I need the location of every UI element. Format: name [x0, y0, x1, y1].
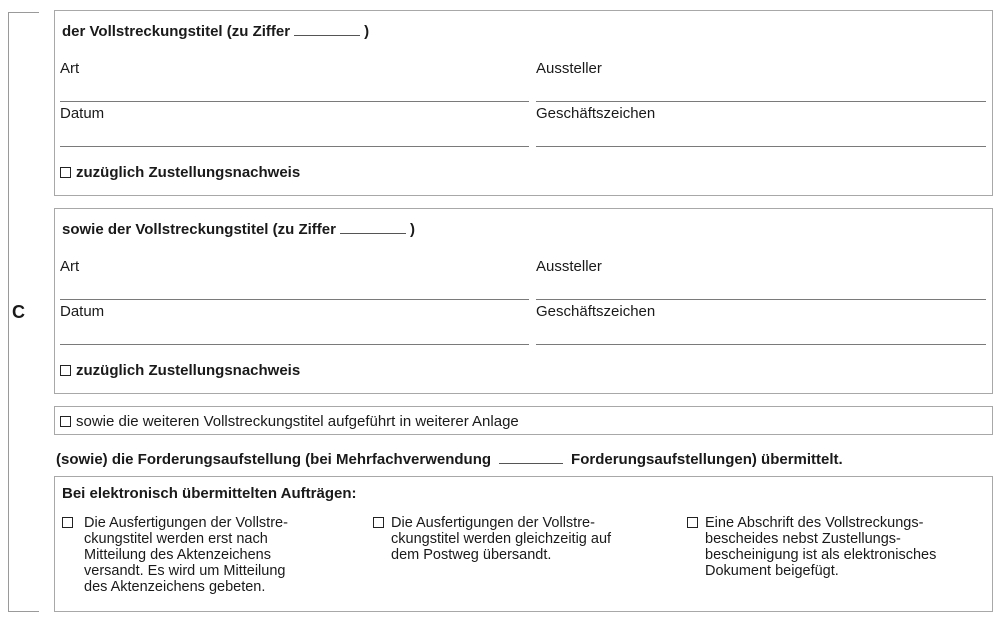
title-2-heading-suffix: ) — [409, 221, 415, 238]
art-field-2[interactable] — [60, 299, 529, 300]
zustellung-option-2[interactable] — [60, 362, 300, 379]
electronic-option-2-line-3: dem Postweg übersandt. — [391, 547, 552, 563]
zustellung-label-1: zuzüglich Zustellungsnachweis — [76, 164, 301, 181]
electronic-option-3-line-4: Dokument beigefügt. — [705, 563, 839, 579]
electronic-option-2[interactable] — [373, 515, 673, 563]
further-titles-checkbox[interactable] — [60, 416, 71, 427]
geschaeftszeichen-field-2[interactable] — [536, 344, 986, 345]
electronic-option-3-line-3: bescheinigung ist als elektronisches — [705, 547, 937, 563]
geschaeftszeichen-field-1[interactable] — [536, 146, 986, 147]
electronic-option-3[interactable] — [687, 515, 987, 579]
electronic-option-1-line-4: versandt. Es wird um Mitteilung — [84, 563, 286, 579]
datum-label-2: Datum — [60, 303, 105, 320]
aussteller-field-1[interactable] — [536, 101, 986, 102]
zustellung-option-1[interactable] — [60, 164, 300, 181]
further-titles-label: sowie die weiteren Vollstreckungstitel aufgeführt in weiterer Anlage — [76, 413, 519, 430]
art-field-1[interactable] — [60, 101, 529, 102]
aussteller-label-1: Aussteller — [536, 60, 602, 77]
electronic-option-2-line-2: ckungstitel werden gleichzeitig auf — [391, 531, 612, 547]
electronic-block — [54, 476, 993, 612]
aussteller-label-2: Aussteller — [536, 258, 602, 275]
electronic-option-1-line-3: Mitteilung des Aktenzeichens — [84, 547, 271, 563]
title-1-heading-suffix: ) — [364, 23, 370, 40]
electronic-option-1-line-1: Die Ausfertigungen der Vollstre- — [84, 515, 288, 531]
forderung-count-field[interactable] — [499, 462, 563, 464]
section-letter: C — [12, 302, 25, 322]
electronic-option-2-line-1: Die Ausfertigungen der Vollstre- — [391, 515, 595, 531]
zustellung-checkbox-1[interactable] — [60, 167, 71, 178]
ziffer-field-1[interactable] — [294, 34, 360, 36]
datum-label-1: Datum — [60, 105, 105, 122]
title-1-heading — [62, 23, 369, 40]
forderung-prefix: (sowie) die Forderungsaufstellung (bei Mehrfachverwendung — [56, 451, 492, 468]
electronic-heading: Bei elektronisch übermittelten Aufträgen: — [62, 485, 357, 502]
geschaeftszeichen-label-2: Geschäftszeichen — [536, 303, 656, 320]
electronic-option-3-line-2: bescheides nebst Zustellungs- — [705, 531, 901, 547]
electronic-checkbox-3[interactable] — [687, 517, 698, 528]
title-block-1 — [54, 10, 993, 196]
title-block-2 — [54, 208, 993, 394]
electronic-option-1-line-5: des Aktenzeichens gebeten. — [84, 579, 266, 595]
electronic-checkbox-2[interactable] — [373, 517, 384, 528]
electronic-option-3-line-1: Eine Abschrift des Vollstreckungs- — [705, 515, 924, 531]
title-2-heading-prefix: sowie der Vollstreckungstitel (zu Ziffer — [62, 221, 336, 238]
aussteller-field-2[interactable] — [536, 299, 986, 300]
title-2-heading — [62, 221, 415, 238]
art-label-1: Art — [60, 60, 80, 77]
further-titles-option[interactable] — [60, 413, 519, 430]
datum-field-2[interactable] — [60, 344, 529, 345]
forderung-suffix: Forderungsaufstellungen) übermittelt. — [571, 451, 843, 468]
geschaeftszeichen-label-1: Geschäftszeichen — [536, 105, 656, 122]
forderung-line — [56, 451, 843, 468]
electronic-option-1[interactable] — [62, 515, 362, 595]
art-label-2: Art — [60, 258, 80, 275]
further-titles-row[interactable] — [54, 406, 993, 435]
datum-field-1[interactable] — [60, 146, 529, 147]
title-1-heading-prefix: der Vollstreckungstitel (zu Ziffer — [62, 23, 291, 40]
ziffer-field-2[interactable] — [340, 232, 406, 234]
zustellung-label-2: zuzüglich Zustellungsnachweis — [76, 362, 301, 379]
electronic-checkbox-1[interactable] — [62, 517, 73, 528]
zustellung-checkbox-2[interactable] — [60, 365, 71, 376]
electronic-option-1-line-2: ckungstitel werden erst nach — [84, 531, 268, 547]
